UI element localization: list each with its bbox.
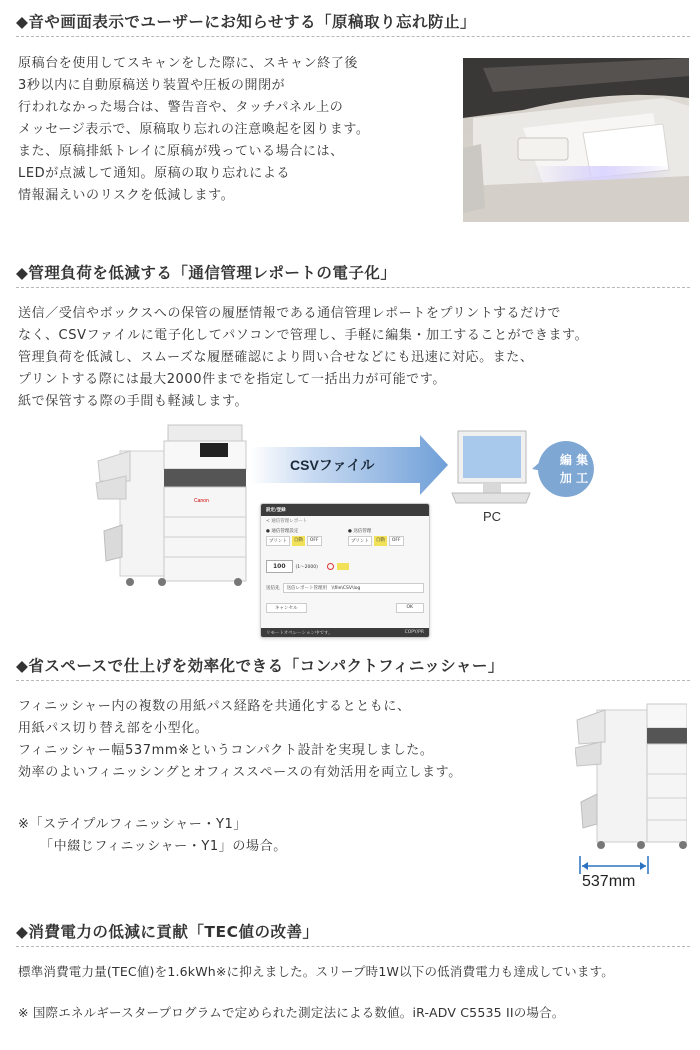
csv-export-diagram — [90, 415, 600, 640]
printer-illustration — [90, 421, 250, 591]
panel-status-text: リモートオペレーション中です。 — [266, 631, 333, 636]
compact-finisher-text — [18, 696, 462, 784]
document-reminder-text — [18, 53, 370, 207]
text-line: 用紙パス切り替え部を小型化。 — [18, 721, 209, 736]
text-line: 標準消費電力量(TEC値)を1.6kWh※に抑えました。スリープ時1W以下の低消費電力も達成しています。 — [18, 964, 614, 979]
panel-header: 設定/登録 — [261, 504, 429, 516]
csv-file-label: CSVファイル — [290, 457, 375, 473]
text-line: 3秒以内に自動原稿送り装置や圧板の開閉が — [18, 78, 286, 93]
panel-breadcrumb: < 通信管理レポート — [266, 519, 308, 524]
edit-bubble-text — [552, 451, 596, 487]
note-line: ※「ステイプルフィニッシャー・Y1」 — [18, 817, 248, 832]
panel-col-2 — [348, 528, 424, 546]
text-line: 行われなかった場合は、警告音や、タッチパネル上の — [18, 100, 344, 115]
section-heading-compact-finisher: ◆省スペースで仕上げを効率化できる「コンパクトフィニッシャー」 — [16, 657, 504, 675]
section-heading-report-digitization: ◆管理負荷を低減する「通信管理レポートの電子化」 — [16, 264, 397, 282]
section-heading-document-reminder: ◆音や画面表示でユーザーにお知らせする「原稿取り忘れ防止」 — [16, 13, 476, 31]
tec-value-note — [18, 1002, 565, 1024]
panel-ok-button: OK — [396, 603, 425, 613]
text-line: フィニッシャー内の複数の用紙パス経路を共通化するとともに、 — [18, 699, 411, 714]
settings-panel-screenshot — [260, 503, 430, 638]
section-divider — [16, 680, 690, 681]
bubble-line: 加 工 — [559, 471, 589, 485]
section-divider — [16, 36, 690, 37]
text-line: プリントする際には最大2000件までを指定して一括出力が可能です。 — [18, 372, 446, 387]
pc-label: PC — [483, 509, 502, 524]
section-heading-tec-value: ◆消費電力の低減に貢献「TEC値の改善」 — [16, 923, 319, 941]
text-line: また、原稿排紙トレイに原稿が残っている場合には、 — [18, 144, 344, 159]
bubble-line: 編 集 — [559, 453, 589, 467]
panel-option: プリント — [348, 536, 372, 546]
panel-dest-value: 送信レポート管理用 \\file\CSV\log — [283, 583, 425, 593]
panel-status-right: COPY/PR — [404, 630, 424, 635]
panel-col-1 — [266, 528, 342, 546]
text-line: 原稿台を使用してスキャンをした際に、スキャン終了後 — [18, 56, 359, 71]
pc-icon — [450, 427, 532, 507]
panel-option: プリント — [266, 536, 290, 546]
text-line: メッセージ表示で、原稿取り忘れの注意喚起を図ります。 — [18, 122, 370, 137]
panel-col-heading: ● 通信管理設定 — [266, 529, 299, 534]
text-line: フィニッシャー幅537mm※というコンパクト設計を実現しました。 — [18, 743, 434, 758]
dimension-label: 537mm — [582, 873, 636, 890]
text-line: LEDが点滅して通知。原稿の取り忘れによる — [18, 166, 291, 181]
document-tray-photo — [463, 58, 689, 222]
minus-icon — [327, 563, 334, 570]
finisher-illustration — [575, 690, 687, 850]
note-line: ※ 国際エネルギースタープログラムで定められた測定法による数値。iR-ADV C5535 IIの場合。 — [18, 1005, 565, 1020]
panel-cancel-button: キャンセル — [266, 603, 307, 613]
section-divider — [16, 287, 690, 288]
compact-finisher-notes — [18, 814, 287, 858]
section-divider — [16, 946, 690, 947]
panel-option: OFF — [307, 536, 322, 546]
text-line: 紙で保管する際の手間も軽減します。 — [18, 394, 249, 409]
panel-count-range: (1～2000) — [295, 564, 318, 570]
panel-status-bar — [261, 628, 429, 637]
panel-option: OFF — [389, 536, 404, 546]
report-digitization-text — [18, 303, 588, 413]
panel-dest-label: 送信先 — [266, 586, 280, 591]
brand-logo: Canon — [194, 498, 209, 504]
text-line: 情報漏えいのリスクを低減します。 — [18, 188, 235, 203]
panel-option-selected: 自動 — [374, 536, 387, 546]
panel-col-heading: ● 送信管理 — [348, 529, 372, 534]
text-line: 管理負荷を低減し、スムーズな履歴確認により問い合せなどにも迅速に対応。また、 — [18, 350, 534, 365]
panel-option-selected: 自動 — [292, 536, 305, 546]
text-line: なく、CSVファイルに電子化してパソコンで管理し、手軽に編集・加工することができます。 — [18, 328, 589, 343]
panel-count-input: 100 — [266, 560, 293, 573]
text-line: 効率のよいフィニッシングとオフィススペースの有効活用を両立します。 — [18, 765, 462, 780]
note-line: 「中綴じフィニッシャー・Y1」の場合。 — [40, 839, 287, 854]
panel-slider — [337, 563, 349, 570]
tec-value-text — [18, 961, 614, 983]
text-line: 送信／受信やボックスへの保管の履歴情報である通信管理レポートをプリントするだけで — [18, 306, 561, 321]
